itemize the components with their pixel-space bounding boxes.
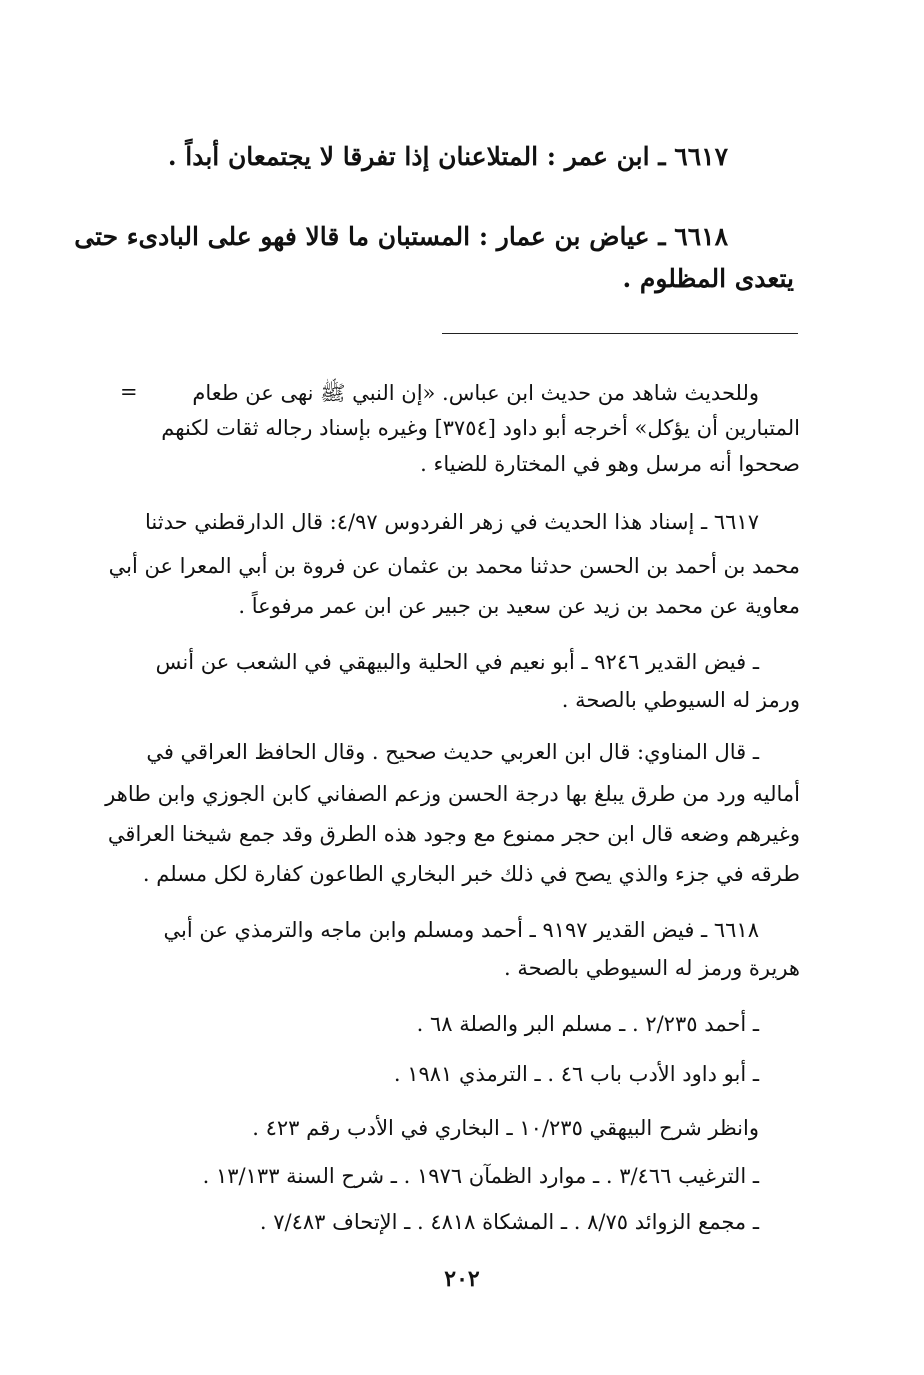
hadith-6618: ٦٦١٨ ـ عياض بن عمار : المستبان ما قالا فهو على البادىء حتى xyxy=(74,222,728,251)
continuation-marker: = xyxy=(120,380,138,404)
footnote-line: ٦٦١٧ ـ إسناد هذا الحديث في زهر الفردوس ٤/٩٧: قال الدارقطني حدثنا xyxy=(145,510,759,534)
reference-line: وانظر شرح البيهقي ١٠/٢٣٥ ـ البخاري في الأدب رقم ٤٢٣ . xyxy=(252,1116,759,1140)
footnote-line: ـ فيض القدير ٩٢٤٦ ـ أبو نعيم في الحلية والبيهقي في الشعب عن أنس xyxy=(155,650,759,674)
hadith-number: ٦٦١٧ xyxy=(674,142,728,171)
hadith-narrator: ابن عمر xyxy=(564,142,650,171)
footnote-line: محمد بن أحمد بن الحسن حدثنا محمد بن عثمان عن فروة بن أبي المعرا عن أبي xyxy=(108,554,800,578)
reference-line: ـ الترغيب ٣/٤٦٦ . ـ موارد الظمآن ١٩٧٦ . ـ شرح السنة ١٣/١٣٣ . xyxy=(202,1164,759,1188)
hadith-6617: ٦٦١٧ ـ ابن عمر : المتلاعنان إذا تفرقا لا يجتمعان أبداً . xyxy=(167,142,728,171)
footnote-line: أماليه ورد من طرق يبلغ بها درجة الحسن وزعم الصفاني كابن الجوزي وابن طاهر xyxy=(105,782,800,806)
footnote-line: ـ قال المناوي: قال ابن العربي حديث صحيح . وقال الحافظ العراقي في xyxy=(146,740,759,764)
page-number: ٢٠٢ xyxy=(444,1266,480,1292)
footnote-line: هريرة ورمز له السيوطي بالصحة . xyxy=(504,956,800,980)
reference-line: ـ أبو داود الأدب باب ٤٦ . ـ الترمذي ١٩٨١ . xyxy=(393,1062,759,1086)
footnote-line: معاوية عن محمد بن زيد عن سعيد بن جبير عن ابن عمر مرفوعاً . xyxy=(238,594,800,618)
footnote-line: صححوا أنه مرسل وهو في المختارة للضياء . xyxy=(420,452,800,476)
footnote-separator xyxy=(442,333,798,334)
footnote-line: ورمز له السيوطي بالصحة . xyxy=(561,688,800,712)
hadith-number: ٦٦١٨ xyxy=(674,222,728,251)
reference-line: ـ أحمد ٢/٢٣٥ . ـ مسلم البر والصلة ٦٨ . xyxy=(416,1012,759,1036)
hadith-text: المتلاعنان إذا تفرقا لا يجتمعان أبداً . xyxy=(167,142,539,171)
footnote-line: وللحديث شاهد من حديث ابن عباس. «إن النبي ﷺ نهى عن طعام xyxy=(192,381,759,405)
footnote-line: المتبارين أن يؤكل» أخرجه أبو داود [٣٧٥٤] وغيره بإسناد رجاله ثقات لكنهم xyxy=(161,416,800,440)
footnote-line: وغيرهم وضعه قال ابن حجر ممنوع مع وجود هذه الطرق وقد جمع شيخنا العراقي xyxy=(107,822,800,846)
reference-line: ـ مجمع الزوائد ٨/٧٥ . ـ المشكاة ٤٨١٨ . ـ الإتحاف ٧/٤٨٣ . xyxy=(259,1210,759,1234)
hadith-6618-continuation: يتعدى المظلوم . xyxy=(622,264,794,293)
footnote-line: ٦٦١٨ ـ فيض القدير ٩١٩٧ ـ أحمد ومسلم وابن ماجه والترمذي عن أبي xyxy=(163,918,759,942)
footnote-line: طرقه في جزء والذي يصح في ذلك خبر البخاري الطاعون كفارة لكل مسلم . xyxy=(142,862,800,886)
hadith-narrator: عياض بن عمار xyxy=(496,222,650,251)
hadith-text: المستبان ما قالا فهو على البادىء حتى xyxy=(74,222,471,251)
